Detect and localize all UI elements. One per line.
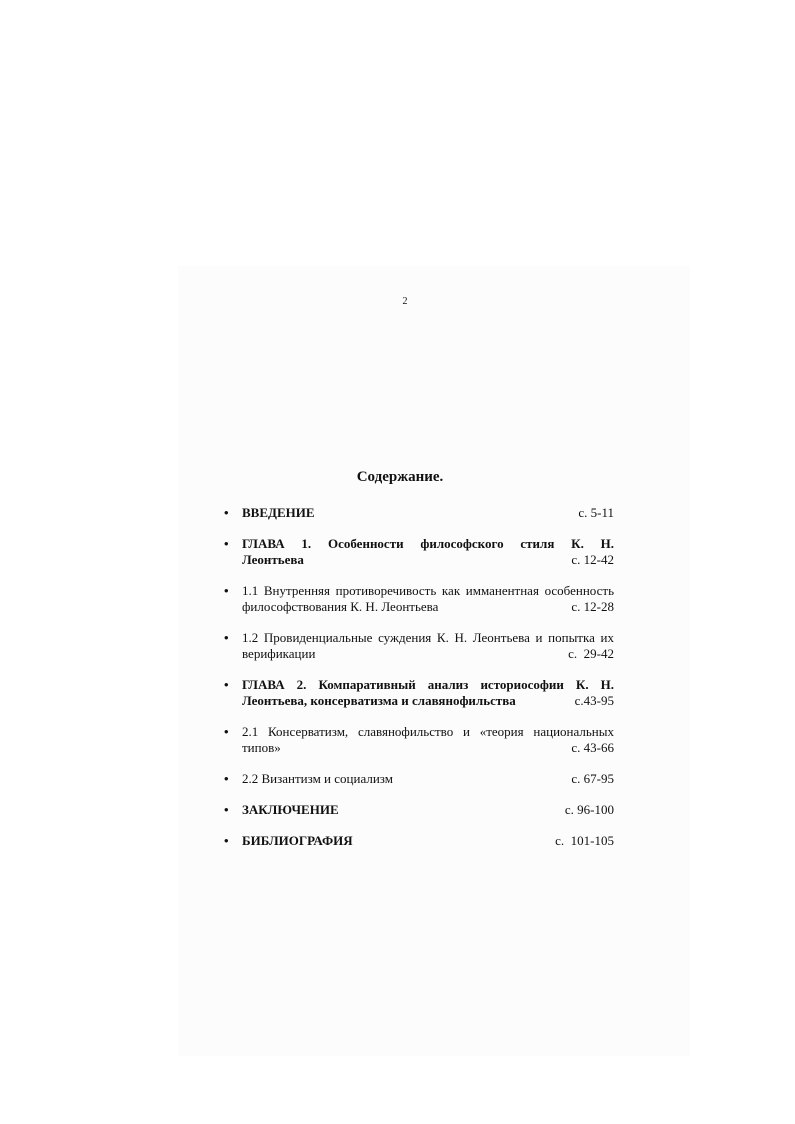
bullet-icon: •	[224, 630, 229, 645]
toc-entry-text: ГЛАВА 1. Особенности философского стиля К. Н.	[242, 536, 614, 551]
toc-entry-text: ГЛАВА 2. Компаративный анализ историософии К. Н.	[242, 677, 614, 692]
toc-entry-conclusion	[222, 802, 614, 818]
toc-entry-text: 1.2 Провиденциальные суждения К. Н. Леонтьева и попытка их	[242, 630, 614, 645]
toc-entry-pages: с.43-95	[574, 693, 614, 708]
toc-entry-section-1-1	[222, 583, 614, 615]
toc-entry-text-continued: философствования К. Н. Леонтьева	[242, 599, 439, 614]
toc-entry-introduction	[222, 505, 614, 521]
toc-entry-pages: с. 29-42	[568, 646, 614, 661]
toc-entry-text: БИБЛИОГРАФИЯ	[242, 833, 353, 848]
bullet-icon: •	[224, 724, 229, 739]
bullet-icon: •	[224, 677, 229, 692]
bullet-icon: •	[224, 583, 229, 598]
toc-entry-section-2-1	[222, 724, 614, 756]
toc-title: Содержание.	[356, 469, 444, 485]
toc-entry-text-continued: верификации	[242, 646, 316, 661]
toc-entry-bibliography	[222, 833, 614, 849]
toc-entry-text: 2.2 Византизм и социализм	[242, 771, 393, 786]
toc-entry-pages: с. 67-95	[571, 771, 614, 786]
toc-entry-pages: с. 12-42	[571, 552, 614, 567]
toc-entry-text: 2.1 Консерватизм, славянофильство и «теория национальных	[242, 724, 614, 739]
toc-entry-text-continued: Леонтьева, консерватизма и славянофильства	[242, 693, 516, 708]
toc-entry-text: 1.1 Внутренняя противоречивость как имманентная особенность	[242, 583, 614, 598]
bullet-icon: •	[224, 536, 229, 551]
toc-entry-text: ЗАКЛЮЧЕНИЕ	[242, 802, 339, 817]
bullet-icon: •	[224, 505, 229, 520]
table-of-contents	[222, 505, 614, 864]
toc-entry-pages: с. 5-11	[578, 505, 614, 520]
toc-entry-chapter-2	[222, 677, 614, 709]
toc-entry-section-2-2	[222, 771, 614, 787]
toc-entry-text: ВВЕДЕНИЕ	[242, 505, 315, 520]
toc-entry-pages: с. 101-105	[555, 833, 614, 848]
toc-entry-text-continued: типов»	[242, 740, 281, 755]
toc-entry-text-continued: Леонтьева	[242, 552, 304, 567]
toc-entry-pages: с. 43-66	[571, 740, 614, 755]
toc-entry-chapter-1	[222, 536, 614, 568]
bullet-icon: •	[224, 802, 229, 817]
bullet-icon: •	[224, 833, 229, 848]
toc-entry-pages: с. 12-28	[571, 599, 614, 614]
toc-entry-section-1-2	[222, 630, 614, 662]
toc-entry-pages: с. 96-100	[564, 802, 614, 817]
page-number: 2	[402, 296, 408, 307]
bullet-icon: •	[224, 771, 229, 786]
